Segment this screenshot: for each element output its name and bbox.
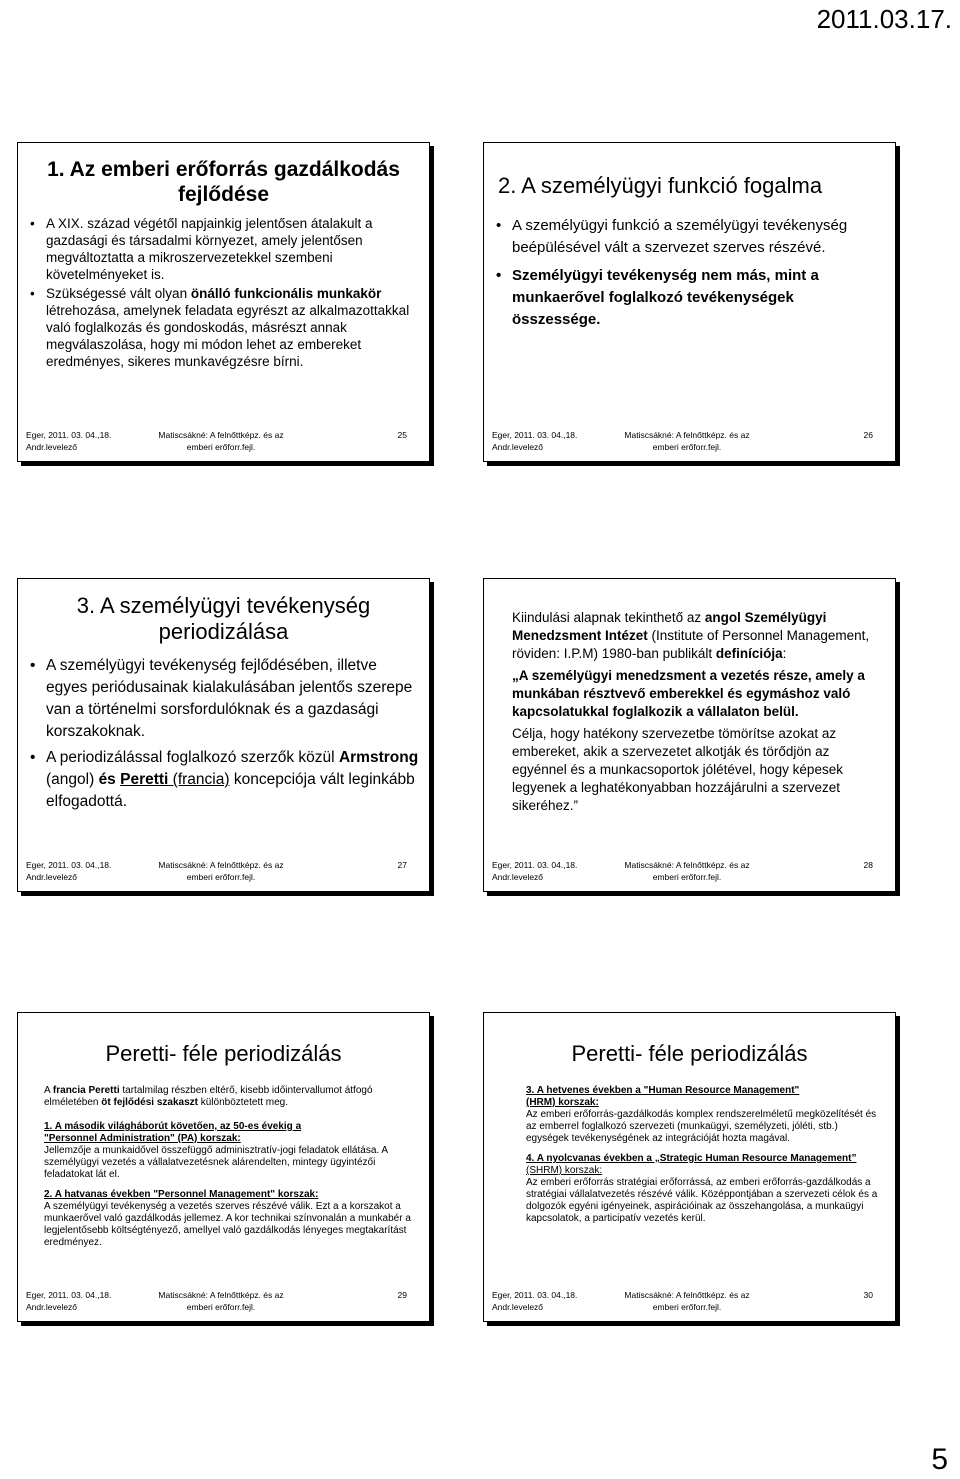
footer-author-line1: Matiscsákné: A felnőttképz. és az [158, 1290, 284, 1300]
body-text: különböztetett meg. [197, 1097, 289, 1108]
footer-location [26, 429, 146, 453]
definition-intro [512, 609, 883, 663]
footer-author [156, 429, 286, 453]
footer-course: Andr.levelező [492, 442, 544, 452]
body-text: (Institute of Personnel Management, röviden: I.P.M) 1980-ban publikált [512, 628, 870, 661]
footer-course: Andr.levelező [492, 872, 544, 882]
slide-footer [492, 859, 887, 885]
bullet-list [28, 655, 419, 813]
slide-number: 29 [397, 1290, 407, 1300]
bullet-item [28, 655, 419, 743]
slide-footer [26, 429, 421, 455]
bullet-item [28, 215, 419, 283]
author-armstrong: Armstrong [338, 749, 419, 766]
period-heading: "Personnel Administration" (PA) korszak: [44, 1133, 241, 1144]
bullet-list [494, 215, 885, 331]
period-text: Az emberi erőforrás stratégiai erőforrássá, az emberi erőforrás-gazdálkodás a stratégiai vállalatvezetés részévé válik. Középpontjában a szervezeti célok és a dolgozók egyéni igényeinek, aspirációinak az összehangolása, a munkaügyi kapcsolatok, a participatív vezetés kerül. [526, 1177, 878, 1224]
bullet-item [28, 285, 419, 370]
footer-author-line2: emberi erőforr.fejl. [652, 872, 722, 882]
definition-quote: „A személyügyi menedzsment a vezetés része, amely a munkában résztvevő emberekkel és egymáshoz való kapcsolatukkal foglalkozik a vállalaton belül. [512, 668, 865, 719]
footer-author [156, 1289, 286, 1313]
footer-course: Andr.levelező [26, 442, 78, 452]
slide-28 [483, 578, 896, 892]
footer-author-line2: emberi erőforr.fejl. [652, 442, 722, 452]
footer-author-line2: emberi erőforr.fejl. [652, 1302, 722, 1312]
slide-number: 26 [863, 430, 873, 440]
footer-date: Eger, 2011. 03. 04.,18. [492, 430, 578, 440]
slide-title-line2: periodizálása [158, 619, 289, 644]
bullet-text: Személyügyi tevékenység nem más, mint a munkaerővel foglalkozó tevékenységek összessége. [512, 267, 819, 328]
intro-paragraph [44, 1085, 419, 1109]
footer-date: Eger, 2011. 03. 04.,18. [26, 1290, 112, 1300]
period-text: Az emberi erőforrás-gazdálkodás komplex rendszerelméletű megközelítését és az emberrel foglalkozó szervezeti (munkaügyi, személyzeti, jóléti, stb.) egységek tevékenységének az integrációját hozta magával. [526, 1109, 877, 1144]
period-3 [526, 1085, 883, 1145]
slide-number: 25 [397, 430, 407, 440]
footer-date: Eger, 2011. 03. 04.,18. [492, 860, 578, 870]
slide-29 [17, 1012, 430, 1322]
footer-course: Andr.levelező [26, 872, 78, 882]
slide-title-line2: fejlődése [177, 183, 270, 206]
slide-footer [26, 859, 421, 885]
footer-location [492, 429, 612, 453]
definition-label: definíciója [715, 646, 783, 661]
bullet-item [28, 747, 419, 813]
period-text: A személyügyi tevékenység a vezetés szerves részévé válik. Ezt a a korszakot a munkaerővel való gazdálkodás jellemez. A kor technikai színvonalán a munkabér a legjelentősebb költségtényező, amellyel való gazdálkodás lényeges megtakarítást eredményez. [44, 1201, 411, 1248]
slide-title-line1: 1. Az emberi erőforrás gazdálkodás [47, 158, 400, 181]
footer-location [26, 859, 146, 883]
footer-author-line1: Matiscsákné: A felnőttképz. és az [158, 860, 284, 870]
slide-title: 2. A személyügyi funkció fogalma [498, 173, 823, 198]
footer-location [492, 859, 612, 883]
slide-27 [17, 578, 430, 892]
slide-number: 27 [397, 860, 407, 870]
period-heading: 1. A második világháborút követően, az 50-es évekig a [44, 1121, 302, 1132]
footer-author-line2: emberi erőforr.fejl. [186, 1302, 256, 1312]
slide-footer [492, 429, 887, 455]
footer-date: Eger, 2011. 03. 04.,18. [492, 1290, 578, 1300]
bullet-text: A periodizálással foglalkozó szerzők közül [46, 749, 339, 766]
bullet-list [28, 215, 419, 370]
bullet-text: A személyügyi funkció a személyügyi tevékenység beépülésével vált a szervezet szerves részévé. [512, 217, 848, 256]
footer-author [622, 859, 752, 883]
footer-author-line1: Matiscsákné: A felnőttképz. és az [624, 860, 750, 870]
footer-author [622, 1289, 752, 1313]
bullet-text: (angol) [46, 771, 99, 788]
footer-author [156, 859, 286, 883]
footer-author [622, 429, 752, 453]
slide-title [26, 157, 421, 207]
footer-course: Andr.levelező [26, 1302, 78, 1312]
period-text: Jellemzője a munkaidővel összefüggő adminisztratív-jogi feladatok ellátása. A személyügyi vezetés a vállalatvezetésnek alárendelten, mintegy ügyintézői feladatokat lát el. [44, 1145, 388, 1180]
bullet-emphasis: önálló funkcionális munkakör [190, 286, 382, 301]
slide-title [26, 593, 421, 645]
bullet-text: létrehozása, amelynek feladata egyrészt az alkalmazottakkal való foglalkozás és gondoskodás, másrészt annak megválaszolása, hogy mi módon lehet az embereket eredményes, sikeres munkavégzésre bírni. [46, 303, 410, 369]
body-emphasis: francia Peretti [52, 1085, 120, 1096]
period-heading: (HRM) korszak: [526, 1097, 599, 1108]
bullet-text: koncepciója vált leginkább elfogadottá. [46, 771, 415, 810]
institute-name: angol Személyügyi Menedzsment Intézet [512, 610, 827, 643]
period-2 [44, 1189, 419, 1249]
slide-footer [492, 1289, 887, 1315]
footer-location [492, 1289, 612, 1313]
footer-author-line1: Matiscsákné: A felnőttképz. és az [158, 430, 284, 440]
body-emphasis: öt fejlődési szakaszt [101, 1097, 198, 1108]
slide-body [512, 609, 883, 815]
bullet-item [494, 215, 885, 259]
period-1 [44, 1121, 419, 1181]
definition-goal: Célja, hogy hatékony szervezetbe tömörítse azokat az embereket, akik a szervezetet alkotják és törődjön az egyénnel és a munkacsoportok jólétével, hogy képesek legyenek a leghatékonyabban hozzájárulni a szervezet sikeréhez.” [512, 726, 843, 813]
slide-title: Peretti- féle periodizálás [105, 1041, 342, 1066]
slide-body [526, 1085, 883, 1225]
period-heading: 2. A hatvanas években "Personnel Management" korszak: [44, 1189, 319, 1200]
footer-date: Eger, 2011. 03. 04.,18. [26, 860, 112, 870]
footer-author-line1: Matiscsákné: A felnőttképz. és az [624, 430, 750, 440]
slide-30 [483, 1012, 896, 1322]
footer-author-line2: emberi erőforr.fejl. [186, 872, 256, 882]
page-number: 5 [931, 1443, 948, 1476]
period-4 [526, 1153, 883, 1225]
body-text: tartalmilag részben eltérő, kisebb időintervallumot átfogó elméletében [44, 1085, 373, 1108]
bullet-text: (francia) [168, 771, 230, 788]
slide-title-line1: 3. A személyügyi tevékenység [76, 593, 371, 618]
slide-title: Peretti- féle periodizálás [571, 1041, 808, 1066]
body-text: Kiindulási alapnak tekinthető az [512, 610, 705, 625]
body-text: : [782, 646, 787, 661]
bullet-item [494, 265, 885, 331]
slide-25 [17, 142, 430, 462]
author-peretti: Peretti [120, 771, 169, 788]
bullet-emphasis: és [98, 771, 116, 788]
page-date: 2011.03.17. [816, 4, 952, 34]
period-heading: 3. A hetvenes években a "Human Resource Management" [526, 1085, 800, 1096]
slide-body [44, 1085, 419, 1249]
slide-footer [26, 1289, 421, 1315]
footer-date: Eger, 2011. 03. 04.,18. [26, 430, 112, 440]
slide-26 [483, 142, 896, 462]
body-text: A [44, 1085, 53, 1096]
bullet-text: Szükségessé vált olyan [46, 286, 191, 301]
bullet-text: A személyügyi tevékenység fejlődésében, illetve egyes periódusainak kialakulásában jelentős szerepe van a történelmi sorsfordulóknak és a gazdasági korszakoknak. [46, 657, 413, 740]
slide-number: 28 [863, 860, 873, 870]
bullet-text: A XIX. század végétől napjainkig jelentősen átalakult a gazdasági és társadalmi környezet, amely jelentősen megváltoztatta a mikroszervezetekkel szembeni követelményeket is. [46, 216, 373, 282]
footer-location [26, 1289, 146, 1313]
period-heading: 4. A nyolcvanas években a „Strategic Human Resource Management” [526, 1153, 857, 1164]
footer-course: Andr.levelező [492, 1302, 544, 1312]
slide-number: 30 [863, 1290, 873, 1300]
period-heading: (SHRM) korszak: [526, 1165, 603, 1176]
footer-author-line2: emberi erőforr.fejl. [186, 442, 256, 452]
footer-author-line1: Matiscsákné: A felnőttképz. és az [624, 1290, 750, 1300]
